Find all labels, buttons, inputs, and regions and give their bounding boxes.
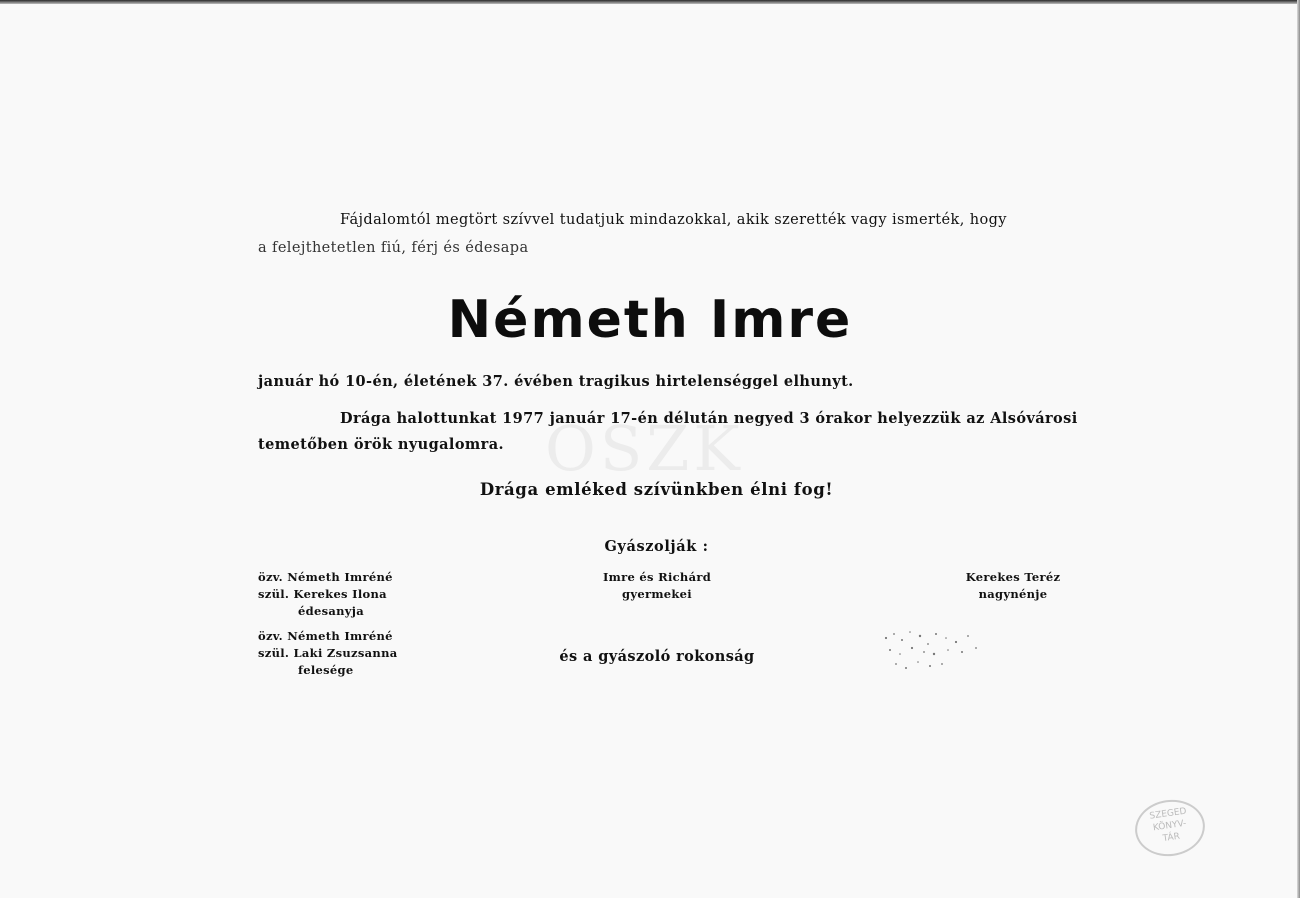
library-stamp <box>1131 795 1208 860</box>
funeral-line-2: temetőben örök nyugalomra. <box>258 436 504 453</box>
death-line: január hó 10-én, életének 37. évében tragikus hirtelenséggel elhunyt. <box>258 373 854 390</box>
mourner-children <box>557 569 757 603</box>
mourner-aunt <box>938 569 1088 603</box>
mourner-name: özv. Németh Imréné <box>258 570 393 584</box>
stamp-line: SZEGED <box>1148 806 1188 822</box>
deceased-name: Németh Imre <box>447 290 853 350</box>
mourner-maiden-name: szül. Kerekes Ilona <box>258 587 387 601</box>
intro-line-2: a felejthetetlen fiú, férj és édesapa <box>258 240 529 256</box>
mourner-relation: felesége <box>298 663 354 677</box>
mourner-mother <box>258 569 393 620</box>
intro-line-1: Fájdalomtól megtört szívvel tudatjuk mindazokkal, akik szerették vagy ismerték, hogy <box>340 212 1007 228</box>
relatives-line: és a gyászoló rokonság <box>559 648 755 665</box>
mourner-maiden-name: szül. Laki Zsuzsanna <box>258 646 398 660</box>
mourner-wife <box>258 628 397 679</box>
funeral-line-1: Drága halottunkat 1977 január 17-én délután negyed 3 órakor helyezzük az Alsóvárosi <box>340 410 1078 427</box>
mourners-title: Gyászolják : <box>604 538 709 555</box>
top-edge <box>0 0 1300 4</box>
mourner-relation: nagynénje <box>978 587 1048 601</box>
stamp-line: KÖNYV- <box>1152 818 1188 834</box>
mourner-relation: édesanyja <box>298 604 364 618</box>
mourner-name: Imre és Richárd <box>602 570 712 584</box>
memory-line: Drága emléked szívünkben élni fog! <box>479 480 834 499</box>
stamp-line: TÁR <box>1162 831 1181 845</box>
oszk-watermark: OSZK <box>545 412 744 485</box>
mourner-name: Kerekes Teréz <box>965 570 1061 584</box>
mourner-relation: gyermekei <box>622 587 692 601</box>
ink-smudge <box>876 624 986 676</box>
mourner-name: özv. Németh Imréné <box>258 629 393 643</box>
